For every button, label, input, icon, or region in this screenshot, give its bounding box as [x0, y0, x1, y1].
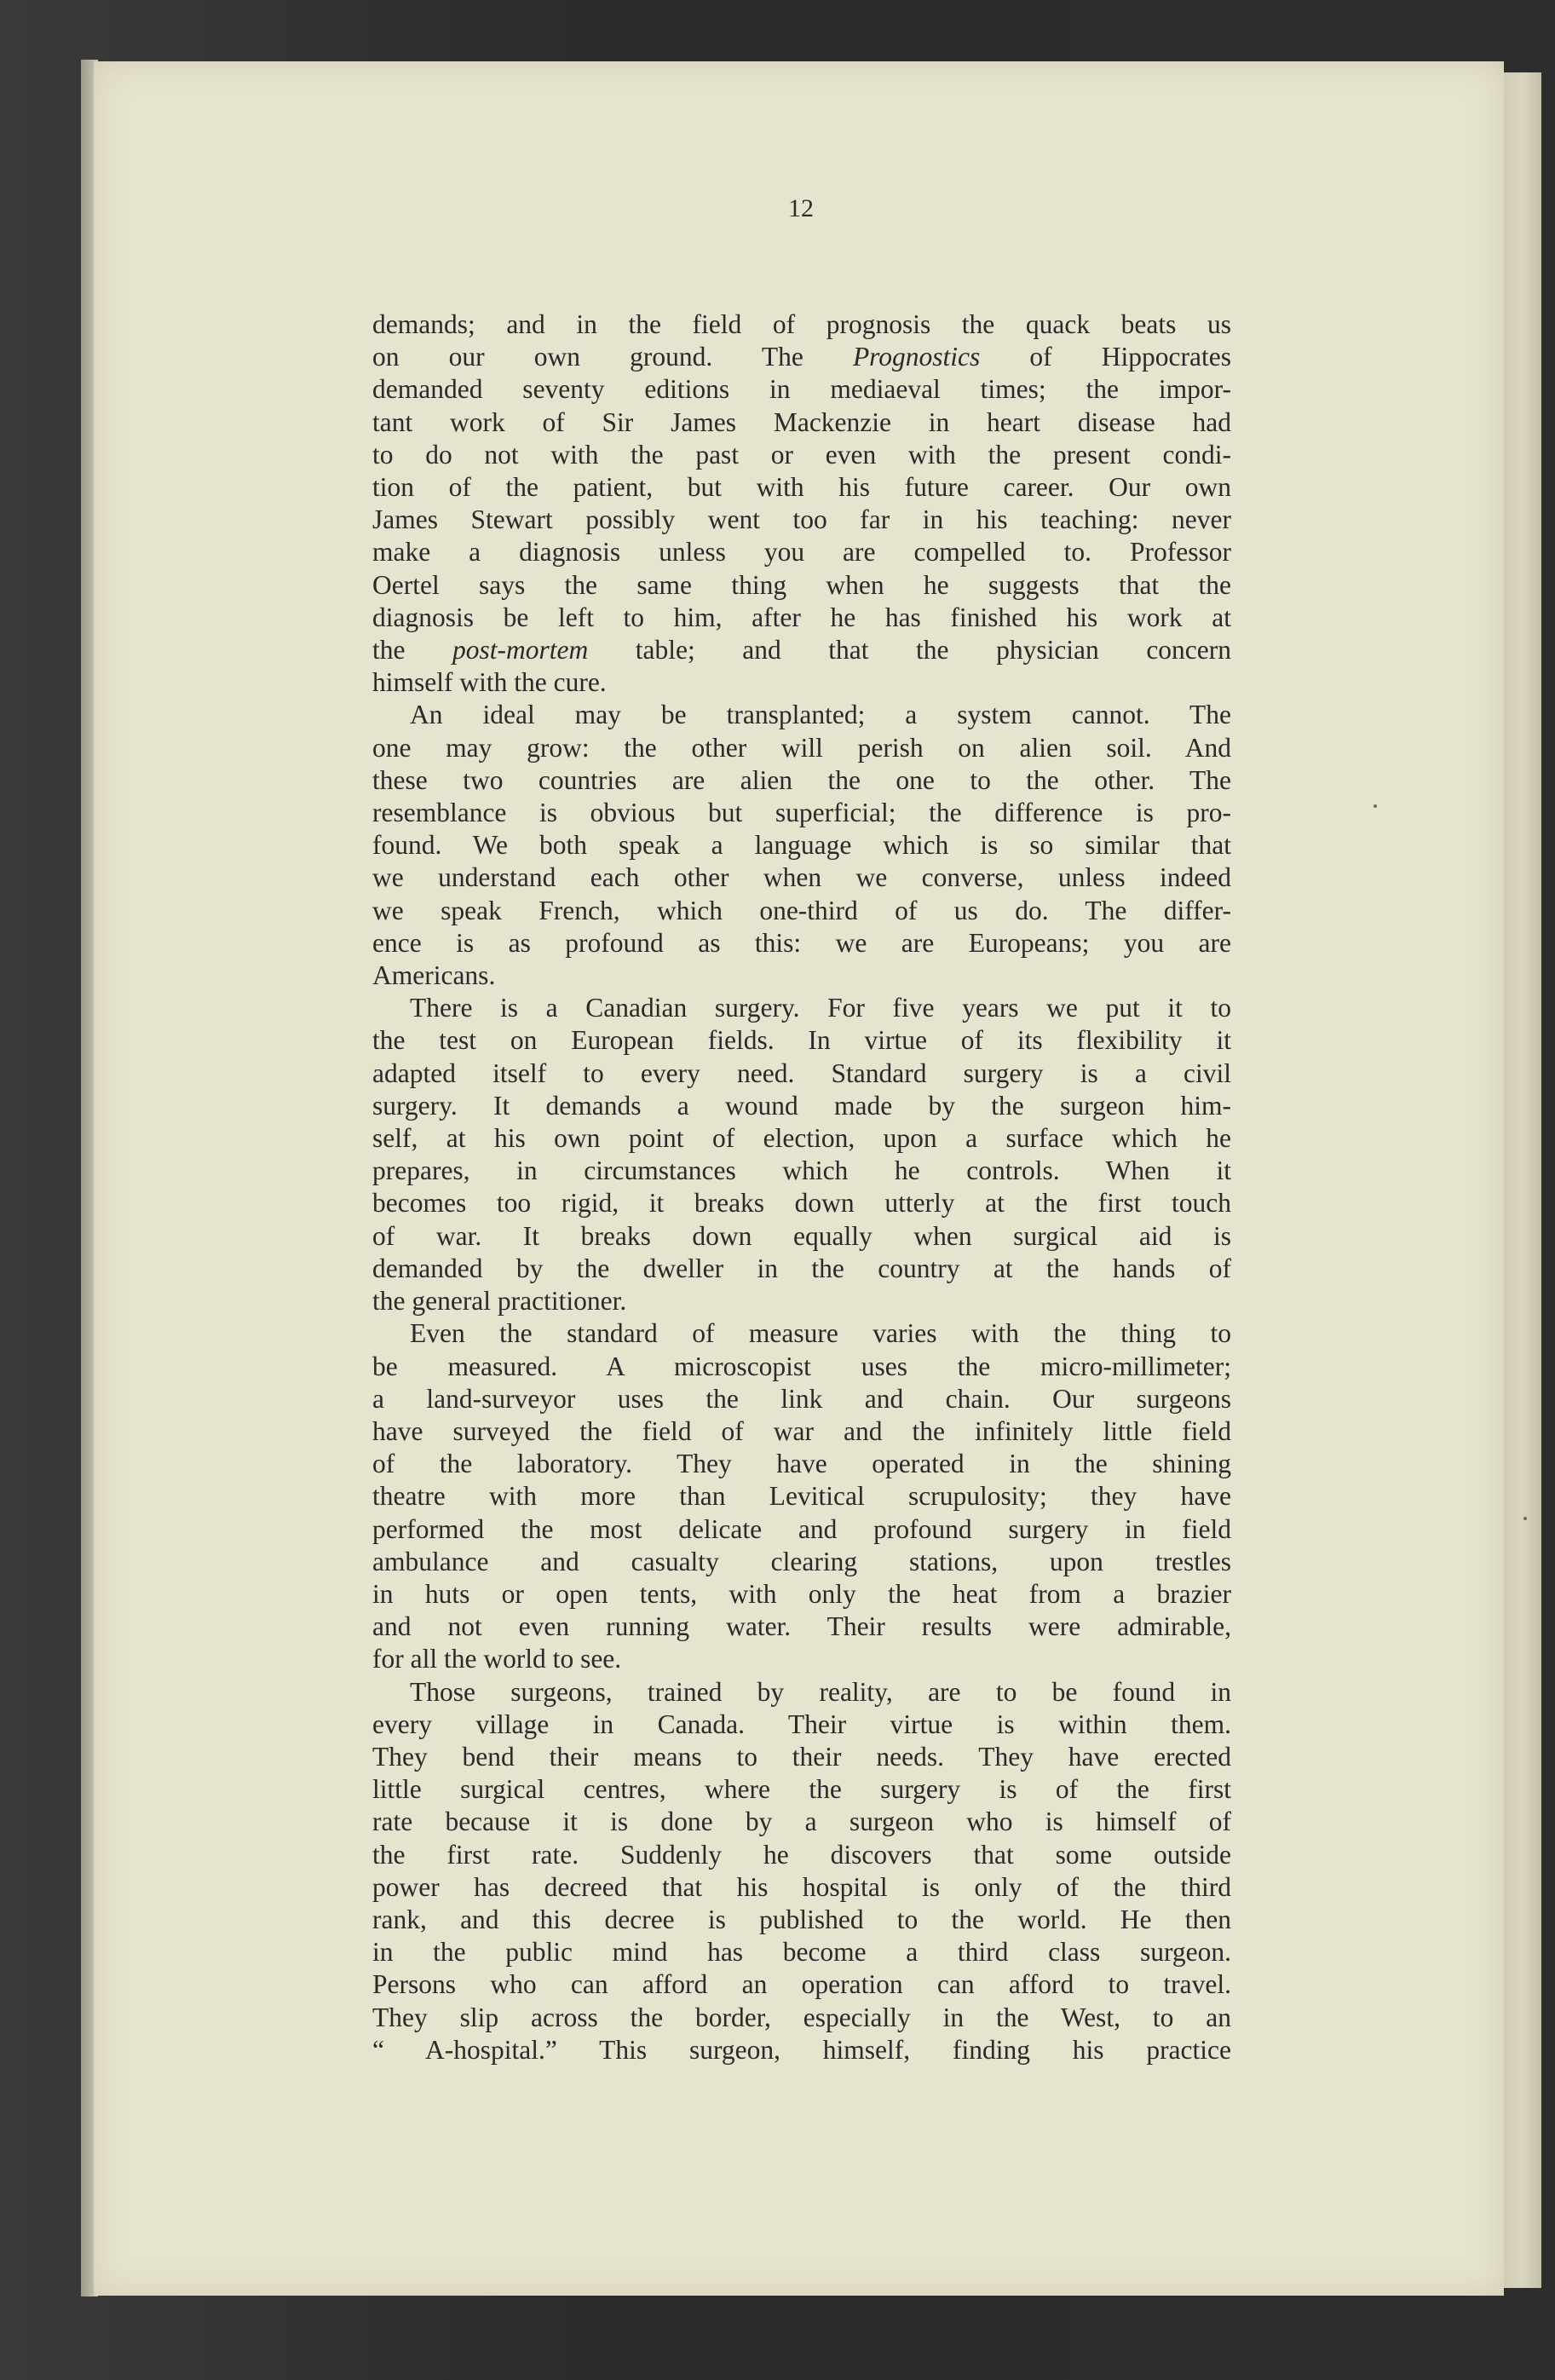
text-line: rate because it is done by a surgeon who is himself of [372, 1807, 1231, 1837]
text-line: ence is as profound as this: we are Europeans; you are [372, 927, 1231, 958]
text-line: Americans. [372, 960, 496, 991]
text-line: rank, and this decree is published to the world. He then [372, 1904, 1231, 1934]
text-line: theatre with more than Levitical scrupulosity; they have [372, 1481, 1231, 1512]
text-line: self, at his own point of election, upon a surface which he [372, 1123, 1231, 1154]
text-line: demanded by the dweller in the country at the hands of [372, 1253, 1231, 1283]
text-line: surgery. It demands a wound made by the surgeon him- [372, 1090, 1231, 1121]
text-line: “ A-hospital.” This surgeon, himself, finding his practice [372, 2034, 1231, 2065]
text-line: every village in Canada. Their virtue is within them. [372, 1709, 1231, 1739]
text-line: Even the standard of measure varies with the thing to [410, 1318, 1231, 1349]
text-line: himself with the cure. [372, 667, 607, 698]
text-line: the first rate. Suddenly he discovers that some outside [372, 1839, 1231, 1870]
text-line: for all the world to see. [372, 1644, 622, 1674]
text-line: on our own ground. The Prognostics of Hippocrates [372, 342, 1231, 372]
text-line: They slip across the border, especially in the West, to an [372, 2002, 1231, 2032]
text-line: becomes too rigid, it breaks down utterly at the first touch [372, 1188, 1231, 1219]
text-line: the post-mortem table; and that the physician concern [372, 635, 1232, 666]
text-line: one may grow: the other will perish on alien soil. And [372, 732, 1231, 763]
text-line: to do not with the past or even with the present condi- [372, 439, 1231, 470]
text-line: Oertel says the same thing when he suggests that the [372, 569, 1231, 600]
text-line: adapted itself to every need. Standard surgery is a civil [372, 1057, 1231, 1088]
text-line: They bend their means to their needs. They have erected [372, 1741, 1231, 1772]
text-line: and not even running water. Their results were admirable, [372, 1611, 1231, 1642]
page-edge [1501, 72, 1541, 2288]
text-line: found. We both speak a language which is so similar that [372, 830, 1231, 861]
text-line: There is a Canadian surgery. For five years we put it to [410, 993, 1231, 1023]
text-line: make a diagnosis unless you are compelled to. Professor [372, 537, 1231, 568]
text-line: demanded seventy editions in mediaeval times; the impor- [372, 374, 1231, 405]
text-line: tion of the patient, but with his future career. Our own [372, 472, 1231, 503]
paragraph [372, 1317, 1231, 1675]
text-line: these two countries are alien the one to the other. The [372, 764, 1231, 795]
text-line: the general practitioner. [372, 1286, 627, 1317]
scan-speck [1523, 1517, 1527, 1520]
paragraph [372, 699, 1231, 992]
text-line: Those surgeons, trained by reality, are to be found in [410, 1676, 1231, 1707]
text-line: of the laboratory. They have operated in the shining [372, 1449, 1231, 1479]
text-line: be measured. A microscopist uses the micro-millimeter; [372, 1351, 1231, 1381]
text-line: power has decreed that his hospital is only of the third [372, 1871, 1231, 1902]
text-line: we speak French, which one-third of us do. The differ- [372, 895, 1231, 925]
body-text [372, 308, 1231, 2066]
text-line: we understand each other when we converse, unless indeed [372, 862, 1231, 893]
text-line: of war. It breaks down equally when surgical aid is [372, 1220, 1231, 1251]
text-line: demands; and in the field of prognosis the quack beats us [372, 309, 1231, 339]
paragraph [372, 308, 1231, 699]
text-line: in the public mind has become a third class surgeon. [372, 1937, 1231, 1968]
text-line: in huts or open tents, with only the heat from a brazier [372, 1578, 1231, 1609]
scan-speck [1374, 804, 1377, 808]
paragraph [372, 992, 1231, 1317]
page-number: 12 [788, 194, 814, 222]
text-line: James Stewart possibly went too far in his teaching: never [372, 504, 1231, 535]
text-line: tant work of Sir James Mackenzie in heart disease had [372, 406, 1231, 437]
text-line: An ideal may be transplanted; a system cannot. The [410, 700, 1231, 730]
text-line: performed the most delicate and profound surgery in field [372, 1513, 1231, 1544]
text-line: resemblance is obvious but superficial; the difference is pro- [372, 798, 1231, 828]
text-line: the test on European fields. In virtue of its flexibility it [372, 1025, 1231, 1056]
text-line: diagnosis be left to him, after he has finished his work at [372, 602, 1231, 632]
text-line: little surgical centres, where the surgery is of the first [372, 1774, 1231, 1805]
paragraph [372, 1676, 1231, 2066]
text-line: Persons who can afford an operation can afford to travel. [372, 1969, 1231, 2000]
text-line: prepares, in circumstances which he controls. When it [372, 1155, 1231, 1186]
text-line: have surveyed the field of war and the infinitely little field [372, 1415, 1231, 1446]
text-line: ambulance and casualty clearing stations, upon trestles [372, 1546, 1231, 1576]
text-line: a land-surveyor uses the link and chain. Our surgeons [372, 1383, 1231, 1414]
